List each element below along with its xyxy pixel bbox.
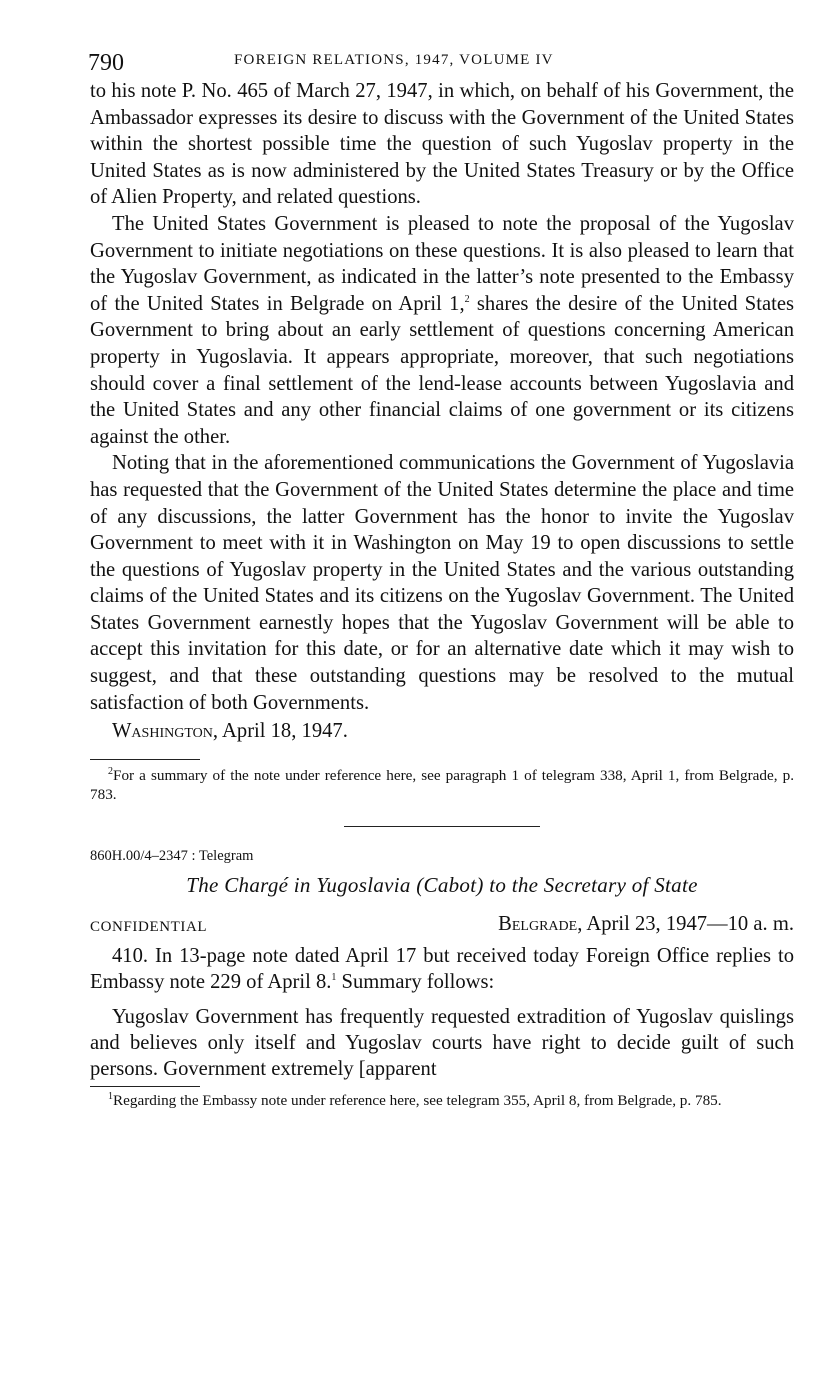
footnote-reference: 1	[331, 972, 337, 984]
note-paragraph-2: The United States Government is pleased to note the proposal of the Yugoslav Government to initiate negotiations on these questions. It is also pleased to learn that the Yugoslav Government, as indicated in the latter’s note presented to the Embassy of the United States in Belgrade on April 1,$^2$ shares the desire of the United States Government to bring about an early settlement of questions concerning American property in Yugoslavia. It appears appropriate, moreover, that such negotiations should cover a final settlement of the lend-lease accounts between Yugoslavia and the United States and any other financial claims of one government or its citizens against the other.	[90, 212, 794, 448]
footnote-1: $^1$Regarding the Embassy note under reference here, see telegram 355, April 8, from Belgrade, p. 785.	[108, 1090, 722, 1110]
dateline-row	[90, 911, 794, 943]
telegram-body	[90, 943, 794, 1082]
note-body	[90, 78, 794, 716]
note-paragraph-3: Noting that in the aforementioned communications the Government of Yugoslavia has requested that the Government of the United States determine the place and time of any discussions, the latter Government has the honor to invite the Yugoslav Government to meet with it in Washington on May 19 to open discussions to settle the questions of Yugoslav property in the United States and the various outstanding claims of the United States and its citizens on the Yugoslav Government. The United States Government earnestly hopes that the Yugoslav Government will be able to accept this invitation for this date, or for an alternative date which it may wish to suggest, and that these outstanding questions may be resolved to the mutual satisfaction of both Governments.	[90, 452, 794, 714]
running-header	[90, 44, 794, 78]
classification-label: CONFIDENTIAL	[90, 918, 208, 935]
telegram-paragraph-1: 410. In 13-page note dated April 17 but received today Foreign Office replies to Embassy note 229 of April 8.$^1$ Summary follows:	[90, 944, 794, 994]
telegram-paragraph-2: Yugoslav Government has frequently requested extradition of Yugoslav quislings and believes only itself and Yugoslav courts have right to decide guilt of such persons. Government extremely [apparent	[90, 1006, 794, 1081]
footnote-divider	[90, 759, 200, 760]
dateline: Belgrade, April 23, 1947—10 a. m.	[498, 912, 794, 935]
page-number: 790	[88, 50, 124, 76]
document-title: The Chargé in Yugoslavia (Cabot) to the Secretary of State	[186, 872, 698, 897]
file-number: 860H.00/4–2347 : Telegram	[90, 847, 254, 864]
footnote-2: $^2$For a summary of the note under reference here, see paragraph 1 of telegram 338, April 1, from Belgrade, p. 783.	[90, 765, 794, 803]
document-page	[90, 44, 794, 1110]
footnote-reference: 2	[464, 293, 470, 305]
signoff-date: , April 18, 1947.	[212, 720, 348, 743]
signoff-place: Washington	[112, 720, 213, 743]
section-divider	[344, 826, 540, 827]
running-title: FOREIGN RELATIONS, 1947, VOLUME IV	[234, 52, 554, 68]
footnote-divider	[90, 1086, 200, 1087]
note-paragraph-1: to his note P. No. 465 of March 27, 1947, in which, on behalf of his Government, the Ambassador expresses its desire to discuss with the Government of the United States within the shortest possible time the question of such Yugoslav property in the United States as is now administered by the United States Treasury or by the Office of Alien Property, and related questions.	[90, 80, 794, 209]
note-signoff	[90, 718, 794, 745]
